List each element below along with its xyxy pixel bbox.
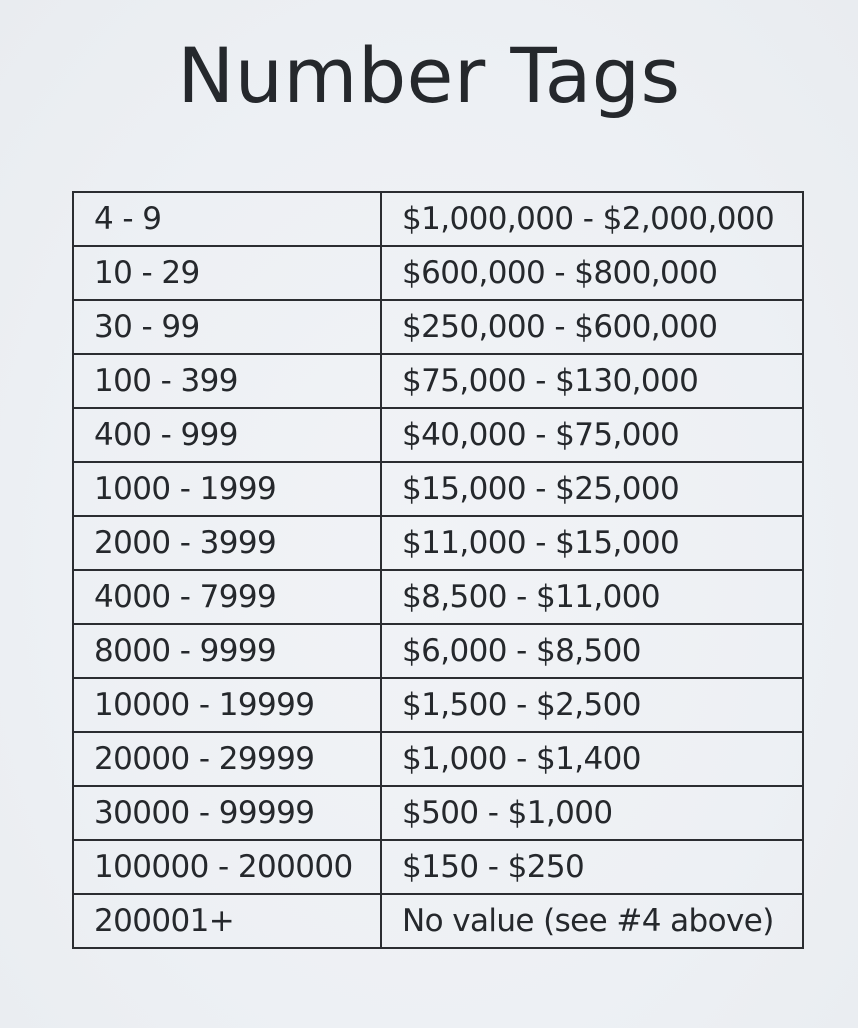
value-range-cell: $150 - $250 bbox=[381, 840, 803, 894]
number-range-cell: 2000 - 3999 bbox=[73, 516, 381, 570]
table-row bbox=[73, 624, 803, 678]
table-row bbox=[73, 894, 803, 948]
number-range-cell: 10000 - 19999 bbox=[73, 678, 381, 732]
table-row bbox=[73, 786, 803, 840]
value-range-cell: $1,500 - $2,500 bbox=[381, 678, 803, 732]
value-range-cell: No value (see #4 above) bbox=[381, 894, 803, 948]
number-tags-table bbox=[72, 191, 804, 949]
number-range-cell: 10 - 29 bbox=[73, 246, 381, 300]
table-row bbox=[73, 678, 803, 732]
number-range-cell: 1000 - 1999 bbox=[73, 462, 381, 516]
number-range-cell: 30 - 99 bbox=[73, 300, 381, 354]
table-row bbox=[73, 732, 803, 786]
value-range-cell: $6,000 - $8,500 bbox=[381, 624, 803, 678]
number-range-cell: 20000 - 29999 bbox=[73, 732, 381, 786]
value-range-cell: $11,000 - $15,000 bbox=[381, 516, 803, 570]
value-range-cell: $1,000 - $1,400 bbox=[381, 732, 803, 786]
number-range-cell: 4000 - 7999 bbox=[73, 570, 381, 624]
number-range-cell: 400 - 999 bbox=[73, 408, 381, 462]
table-row bbox=[73, 408, 803, 462]
number-range-cell: 30000 - 99999 bbox=[73, 786, 381, 840]
number-range-cell: 4 - 9 bbox=[73, 192, 381, 246]
value-range-cell: $15,000 - $25,000 bbox=[381, 462, 803, 516]
table-row bbox=[73, 192, 803, 246]
value-range-cell: $500 - $1,000 bbox=[381, 786, 803, 840]
page-title: Number Tags bbox=[177, 31, 681, 120]
number-range-cell: 8000 - 9999 bbox=[73, 624, 381, 678]
number-range-cell: 100000 - 200000 bbox=[73, 840, 381, 894]
table-row bbox=[73, 570, 803, 624]
value-range-cell: $8,500 - $11,000 bbox=[381, 570, 803, 624]
table-row bbox=[73, 462, 803, 516]
table-row bbox=[73, 516, 803, 570]
table-row bbox=[73, 840, 803, 894]
table-row bbox=[73, 246, 803, 300]
value-range-cell: $1,000,000 - $2,000,000 bbox=[381, 192, 803, 246]
table-row bbox=[73, 354, 803, 408]
value-range-cell: $600,000 - $800,000 bbox=[381, 246, 803, 300]
value-range-cell: $75,000 - $130,000 bbox=[381, 354, 803, 408]
table-row bbox=[73, 300, 803, 354]
number-range-cell: 100 - 399 bbox=[73, 354, 381, 408]
value-range-cell: $250,000 - $600,000 bbox=[381, 300, 803, 354]
value-range-cell: $40,000 - $75,000 bbox=[381, 408, 803, 462]
number-range-cell: 200001+ bbox=[73, 894, 381, 948]
